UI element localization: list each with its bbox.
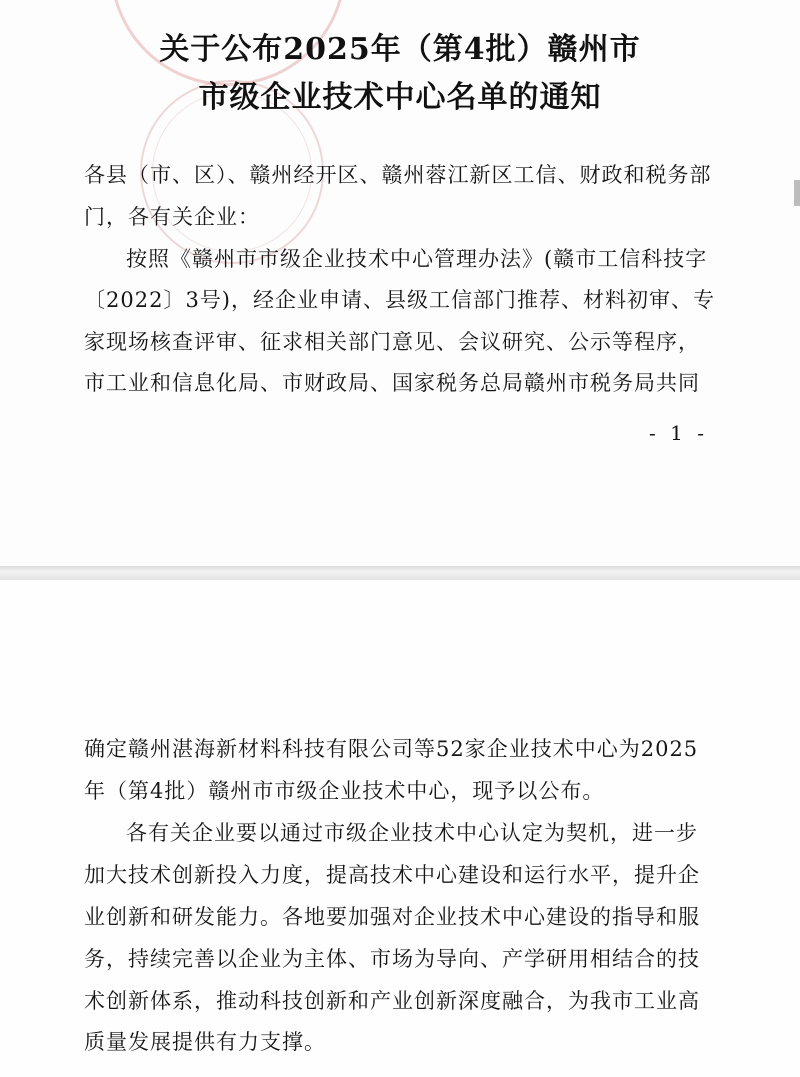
body-text-line: 务，持续完善以企业为主体、市场为导向、产学研用相结合的技 (84, 947, 700, 971)
salutation-line: 各县（市、区）、赣州经开区、赣州蓉江新区工信、财政和税务部 (84, 163, 712, 187)
body-text-line: 质量发展提供有力支撑。 (84, 1030, 326, 1054)
body-text-line: 〔2022〕3号)，经企业申请、县级工信部门推荐、材料初审、专 (84, 288, 715, 312)
body-text-line: 业创新和研发能力。各地要加强对企业技术中心建设的指导和服 (84, 905, 700, 929)
document-title-line-1: 关于公布2025年（第4批）赣州市 (159, 32, 641, 67)
body-text-line: 家现场核查评审、征求相关部门意见、会议研究、公示等程序， (84, 330, 700, 354)
body-text-line: 按照《赣州市市级企业技术中心管理办法》(赣市工信科技字 (126, 247, 708, 271)
scan-edge-mark (794, 180, 800, 206)
document-page-2 (0, 580, 800, 1077)
body-text-line: 年（第4批）赣州市市级企业技术中心，现予以公布。 (84, 779, 605, 803)
page-number: - 1 - (649, 421, 708, 445)
body-text-line: 各有关企业要以通过市级企业技术中心认定为契机，进一步 (126, 821, 698, 845)
page-separator (0, 566, 800, 580)
body-text-line: 确定赣州湛海新材料科技有限公司等52家企业技术中心为2025 (84, 737, 699, 761)
body-text-line: 加大技术创新投入力度，提高技术中心建设和运行水平，提升企 (84, 863, 700, 887)
salutation-line: 门，各有关企业： (84, 205, 260, 229)
body-text-line: 术创新体系，推动科技创新和产业创新深度融合，为我市工业高 (84, 989, 700, 1013)
document-title-line-2: 市级企业技术中心名单的通知 (198, 80, 602, 115)
body-text-line: 市工业和信息化局、市财政局、国家税务总局赣州市税务局共同 (84, 371, 700, 395)
